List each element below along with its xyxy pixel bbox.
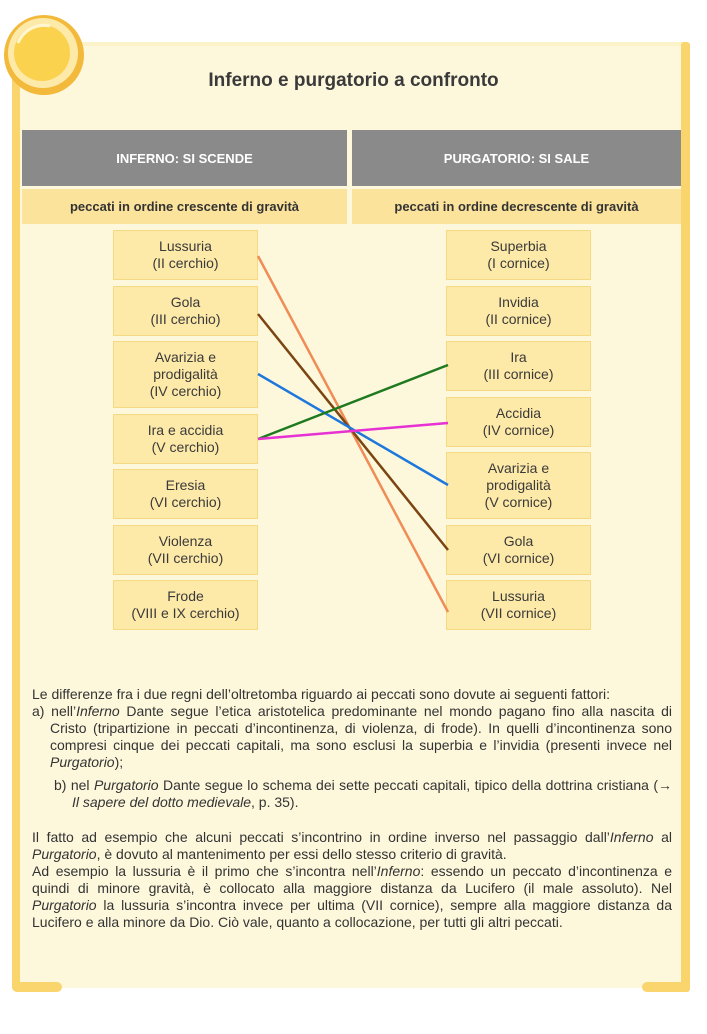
intro-paragraph: Le differenze fra i due regni dell’oltretomba riguardo ai peccati sono dovute ai seguenti fattori:: [32, 686, 610, 702]
point-b-text: b) nel: [54, 777, 94, 793]
point-a-text: a) nell’: [32, 703, 77, 719]
inferno-item-label: Eresia (VI cerchio): [149, 477, 222, 510]
purgatorio-item-label: Lussuria (VII cornice): [480, 588, 557, 621]
paragraph-italic: Inferno: [376, 863, 421, 879]
inferno-item-label: Gola (III cerchio): [150, 294, 221, 327]
purgatorio-item-label: Accidia (IV cornice): [482, 405, 555, 438]
paragraph-text: : essendo un peccato d’incontinenza e quindi di minore gravità, è collocato alla maggiore distanza da Lucifero (il male assoluto). Nel: [32, 863, 673, 896]
cross-reference-link[interactable]: Il sapere del dotto medievale: [72, 794, 251, 810]
point-a-italic: Inferno: [76, 703, 120, 719]
paragraph-text: Il fatto ad esempio che alcuni peccati s’incontrino in ordine inverso nel passaggio dall’: [32, 829, 610, 845]
point-b-text: , p. 35).: [251, 794, 299, 810]
paragraph-3: [32, 863, 672, 931]
point-a: [32, 703, 672, 771]
inferno-item-label: Avarizia e prodigalità (IV cerchio): [149, 349, 222, 399]
connection-avarizia: [258, 374, 448, 485]
point-b-text: Dante segue lo schema dei sette peccati capitali, tipico della dottrina cristiana (→: [158, 777, 672, 793]
purgatorio-item-label: Ira (III cornice): [483, 349, 554, 382]
inferno-subheader: peccati in ordine crescente di gravità: [22, 189, 347, 224]
point-a-text: );: [114, 754, 124, 770]
explanation-list: [32, 686, 672, 811]
connection-lussuria: [258, 256, 448, 612]
paragraph-italic: Purgatorio: [32, 846, 97, 862]
paragraph-text: la lussuria s’incontra invece per ultima (VII cornice), sempre alla maggiore distanza da Lucifero e alla minore da Dio. Ciò vale, quanto a collocazione, per tutti gli altri peccati.: [32, 897, 672, 930]
point-a-italic: Purgatorio: [50, 754, 115, 770]
point-b-italic: Purgatorio: [93, 777, 159, 793]
purgatorio-header: PURGATORIO: SI SALE: [352, 130, 681, 186]
point-b: [32, 777, 672, 811]
purgatorio-item-label: Avarizia e prodigalità (V cornice): [484, 460, 553, 510]
paragraph-text: Ad esempio la lussuria è il primo che s’incontra nell’: [32, 863, 377, 879]
purgatorio-item-label: Superbia (I cornice): [487, 238, 550, 271]
inferno-item-label: Frode (VIII e IX cerchio): [131, 588, 240, 621]
page-title: Inferno e purgatorio a confronto: [208, 70, 499, 91]
purgatorio-item-label: Gola (VI cornice): [482, 533, 555, 566]
connection-ira: [258, 365, 448, 439]
paragraph-text: al: [653, 829, 672, 845]
inferno-item-label: Ira e accidia (V cerchio): [147, 422, 224, 455]
inferno-item-label: Violenza (VII cerchio): [147, 533, 224, 566]
paragraph-italic: Purgatorio: [32, 897, 97, 913]
paragraph-italic: Inferno: [609, 829, 654, 845]
closing-paragraphs: [32, 829, 672, 931]
paragraph-text: , è dovuto al mantenimento per essi dello stesso criterio di gravità.: [96, 846, 507, 862]
purgatorio-subheader: peccati in ordine decrescente di gravità: [352, 189, 681, 224]
purgatorio-item-label: Invidia (II cornice): [485, 294, 552, 327]
inferno-item-label: Lussuria (II cerchio): [152, 238, 219, 271]
paragraph-2: [32, 829, 672, 863]
inferno-header: INFERNO: SI SCENDE: [22, 130, 347, 186]
point-a-text: Dante segue l’etica aristotelica predominante nel mondo pagano fino alla nascita di Cristo (tripartizione in peccati d’incontinenza, di violenza, di frode). In quelli d’incontinenza sono compresi cinque dei peccati capitali, ma sono esclusi la superbia e l’invidia (presenti invece nel: [50, 703, 672, 753]
